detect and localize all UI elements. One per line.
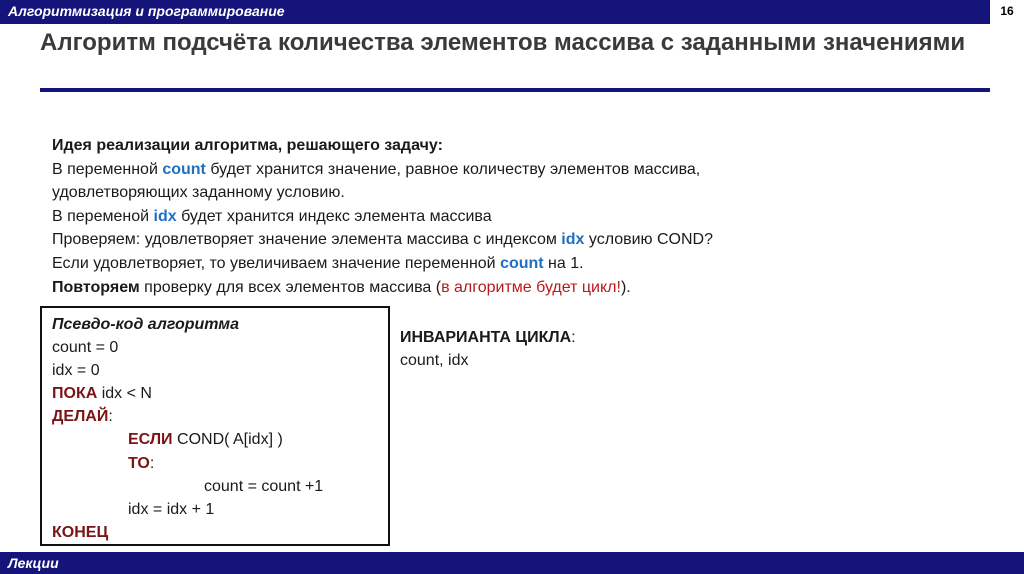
- idea-heading: Идея реализации алгоритма, решающего задачу:: [52, 137, 443, 154]
- top-bar: [0, 0, 1024, 24]
- idea-line-3-a: В переменой: [52, 207, 154, 225]
- idea-line-5-b: на 1.: [543, 254, 584, 272]
- pseudocode-heading: Псевдо-код алгоритма: [52, 316, 240, 333]
- code-line-idx-increment: idx = idx + 1: [128, 500, 215, 518]
- title-divider: [40, 88, 990, 92]
- code-line-while: [52, 382, 388, 405]
- code-line-count-increment: count = count +1: [204, 477, 324, 495]
- then-colon: :: [149, 454, 155, 472]
- var-idx: idx: [561, 231, 585, 249]
- idea-line-5-a: Если удовлетворяет, то увеличиваем значение переменной: [52, 254, 501, 272]
- idea-line-6-a: проверку для всех элементов массива (: [139, 278, 442, 296]
- loop-invariant-block: [400, 326, 576, 372]
- idea-line-1: [52, 158, 952, 182]
- code-line-idx-init: idx = 0: [52, 362, 100, 380]
- do-colon: :: [108, 408, 113, 426]
- idea-line-3-b: будет хранится индекс элемента массива: [176, 207, 492, 225]
- idea-line-5: [52, 252, 952, 276]
- idea-line-6: [52, 276, 952, 300]
- footer-bar: [0, 552, 1024, 574]
- page-number: 16: [990, 0, 1024, 24]
- while-condition: idx < N: [97, 385, 152, 403]
- footer-label: Лекции: [8, 555, 59, 571]
- idea-text-block: [52, 134, 952, 299]
- code-line-if: [52, 428, 388, 451]
- idea-line-2: удовлетворяющих заданному условию.: [52, 184, 345, 202]
- var-idx: idx: [153, 207, 177, 225]
- keyword-end: КОНЕЦ: [52, 523, 109, 541]
- keyword-while: ПОКА: [52, 385, 98, 403]
- idea-line-1-a: В переменной: [52, 160, 163, 178]
- code-line-end: [52, 521, 388, 544]
- keyword-then: ТО: [128, 454, 150, 472]
- course-title: Алгоритмизация и программирование: [8, 3, 285, 19]
- keyword-if: ЕСЛИ: [128, 431, 173, 449]
- code-line-do: [52, 405, 388, 428]
- idea-line-6-b: ).: [620, 278, 631, 296]
- idea-line-4: [52, 228, 952, 252]
- idea-line-4-b: условию COND?: [584, 231, 713, 249]
- idea-line-4-a: Проверяем: удовлетворяет значение элемента массива с индексом: [52, 231, 562, 249]
- code-line-then: [52, 452, 388, 475]
- idea-line-3: [52, 205, 952, 229]
- slide-title: Алгоритм подсчёта количества элементов массива с заданными значениями: [40, 29, 966, 56]
- code-line-count-init: count = 0: [52, 339, 119, 357]
- invariant-vars: count, idx: [400, 352, 469, 369]
- keyword-do: ДЕЛАЙ: [52, 408, 109, 426]
- if-condition: COND( A[idx] ): [172, 431, 283, 449]
- invariant-colon: :: [571, 329, 576, 346]
- invariant-heading-line: [400, 326, 576, 349]
- var-count: count: [162, 160, 206, 178]
- pseudocode-box: [40, 306, 390, 546]
- idea-line-1-b: будет хранится значение, равное количеству элементов массива,: [205, 160, 701, 178]
- repeat-keyword: Повторяем: [52, 278, 140, 296]
- var-count: count: [500, 254, 544, 272]
- invariant-heading: ИНВАРИАНТА ЦИКЛА: [400, 329, 572, 346]
- loop-note: в алгоритме будет цикл!: [441, 278, 621, 296]
